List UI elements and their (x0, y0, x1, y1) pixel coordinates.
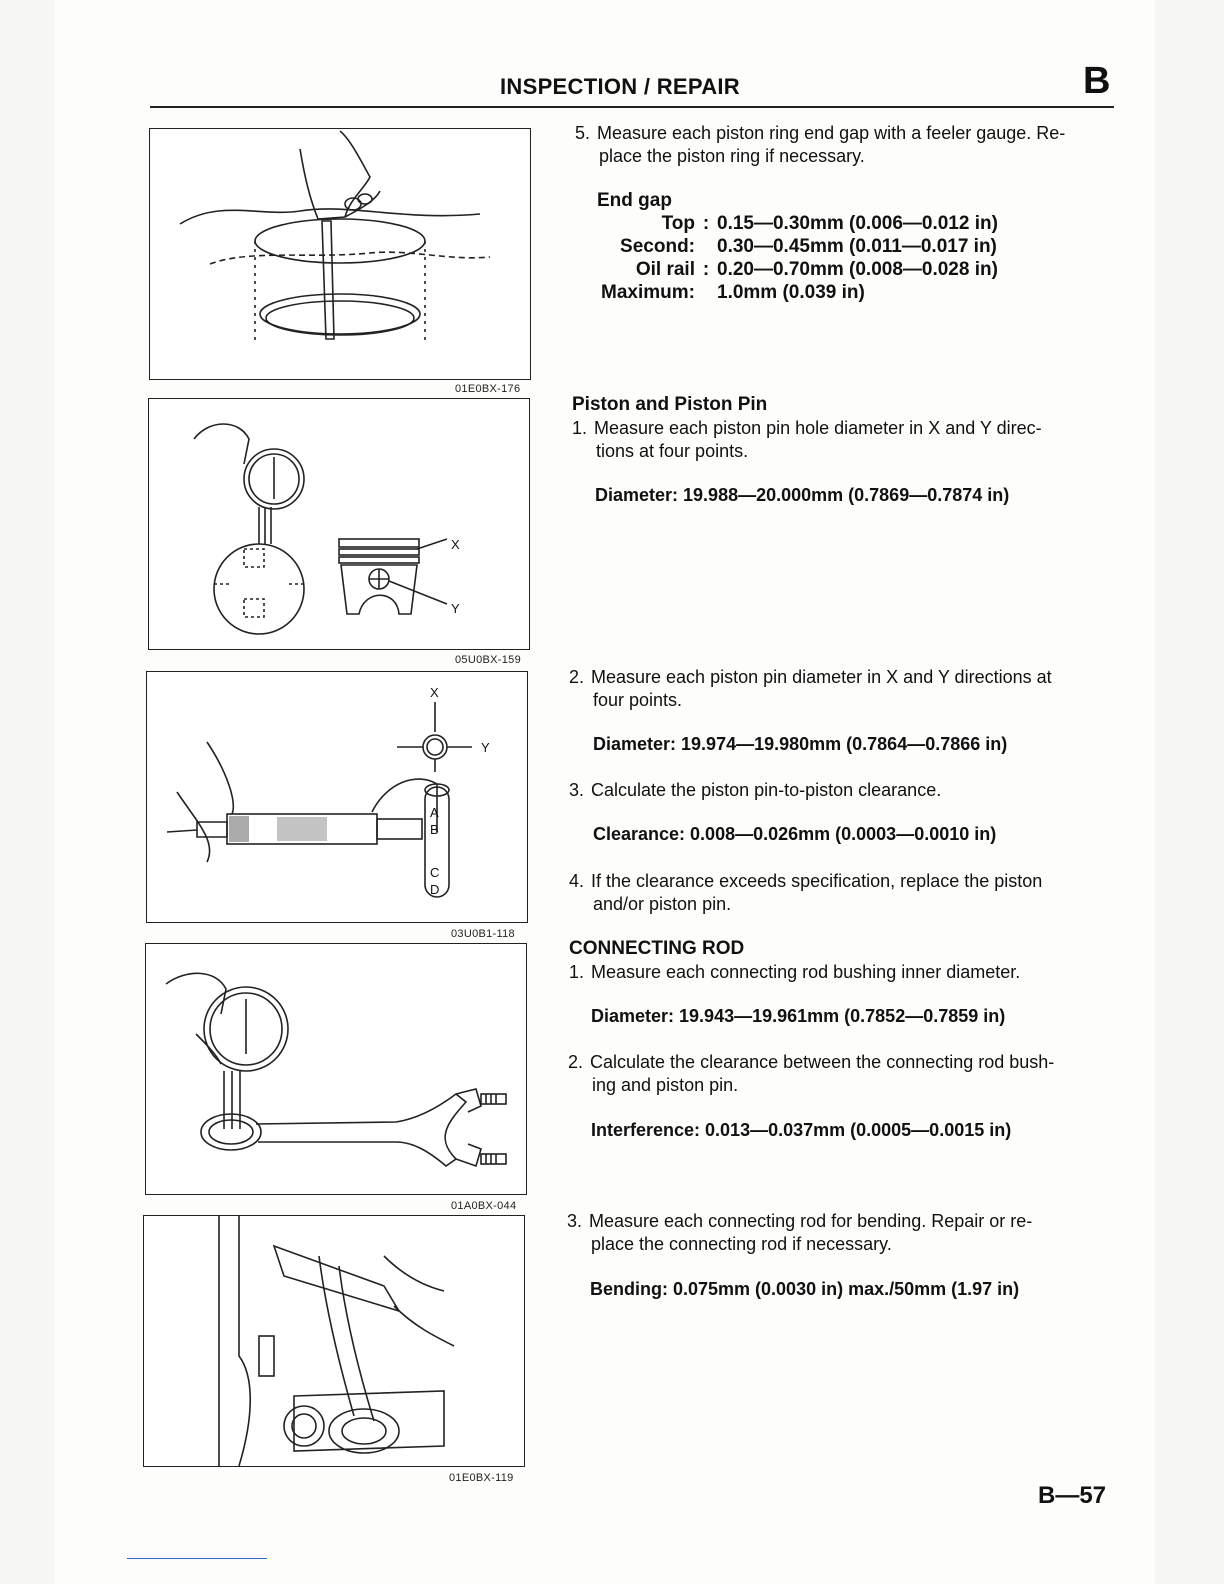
step-text: place the piston ring if necessary. (599, 146, 865, 166)
spec-title: End gap (597, 190, 672, 211)
step-text: Measure each piston pin diameter in X and Y directions at (591, 667, 1052, 687)
spec-row (593, 235, 998, 258)
figure-pin-diameter-illustration (146, 671, 528, 923)
step-number: 3. (567, 1211, 583, 1231)
spec-label: Oil rail (635, 259, 695, 280)
step-text: ing and piston pin. (592, 1075, 739, 1095)
section-heading: Piston and Piston Pin (572, 394, 768, 415)
step-text: place the connecting rod if necessary. (591, 1234, 892, 1254)
figure-rod-bushing-illustration (145, 943, 527, 1195)
pin-diameter-label-c: C (430, 865, 440, 880)
spec-label: Maximum: (601, 282, 695, 303)
pin-diameter-label-d: D (430, 882, 440, 897)
pin-diameter-label-y: Y (481, 740, 490, 755)
piston-pin-step-1 (572, 417, 1117, 463)
figure-code: 01A0BX-044 (451, 1200, 517, 1212)
step-text: Measure each piston pin hole diameter in X and Y direc- (594, 418, 1042, 438)
spec-value: Bending: 0.075mm (0.0030 in) max./50mm (1.97 in) (590, 1279, 1020, 1299)
figure-code: 03U0B1-118 (451, 928, 515, 940)
step-text: If the clearance exceeds specification, replace the piston (591, 871, 1043, 891)
step-number: 2. (569, 667, 585, 687)
spec-value: 0.20—0.70mm (0.008—0.028 in) (717, 259, 998, 280)
step-text: Measure each connecting rod bushing inner diameter. (591, 962, 1021, 982)
pin-diameter-label-b: B (430, 822, 439, 837)
figure-code: 05U0BX-159 (455, 654, 521, 666)
step-number: 4. (569, 871, 585, 891)
pin-hole-drawing (149, 399, 529, 649)
spec-value: 1.0mm (0.039 in) (717, 282, 865, 303)
step-text: Calculate the piston pin-to-piston clearance. (591, 780, 942, 800)
step-text: Measure each connecting rod for bending. Repair or re- (589, 1211, 1033, 1231)
spec-colon (695, 281, 717, 304)
spec-row (593, 212, 998, 235)
pin-diameter-drawing (147, 672, 527, 922)
ring-gap-step (575, 122, 1115, 168)
spec-value: Diameter: 19.974—19.980mm (0.7864—0.7866 in) (593, 734, 1008, 754)
rod-step-3 (567, 1210, 1112, 1256)
spec-value: Diameter: 19.943—19.961mm (0.7852—0.7859 in) (591, 1006, 1006, 1026)
step-text: Measure each piston ring end gap with a feeler gauge. Re- (597, 123, 1066, 143)
step-number: 5. (575, 123, 591, 143)
piston-pin-step-2 (569, 666, 1114, 712)
end-gap-spec-table (593, 212, 998, 304)
spec-label: Second: (620, 236, 695, 257)
section-letter: B (1083, 60, 1111, 102)
piston-pin-step-3 (569, 779, 1114, 802)
spec-row (593, 258, 998, 281)
header-rule (150, 106, 1114, 108)
rod-bushing-drawing (146, 944, 526, 1194)
figure-ring-gap-illustration (149, 128, 531, 380)
spec-value: Interference: 0.013—0.037mm (0.0005—0.0015 in) (591, 1120, 1012, 1140)
footer-link-underline[interactable] (127, 1558, 267, 1559)
spec-label: Top (661, 213, 695, 234)
page-title: INSPECTION / REPAIR (500, 74, 740, 99)
rod-step-2 (568, 1051, 1113, 1097)
pin-diameter-label-a: A (430, 805, 439, 820)
pin-hole-label-y: Y (451, 601, 460, 616)
step-number: 3. (569, 780, 585, 800)
section-heading: CONNECTING ROD (569, 938, 745, 959)
figure-rod-bending-illustration (143, 1215, 525, 1467)
pin-diameter-label-x: X (430, 685, 439, 700)
spec-value: Clearance: 0.008—0.026mm (0.0003—0.0010 in) (593, 824, 997, 844)
spec-colon: : (702, 213, 710, 234)
rod-step-1 (569, 961, 1114, 984)
step-text: and/or piston pin. (593, 894, 732, 914)
page-number: B—57 (1038, 1482, 1107, 1509)
spec-value: 0.30—0.45mm (0.011—0.017 in) (717, 236, 997, 257)
ring-gap-drawing (150, 129, 530, 379)
pin-hole-label-x: X (451, 537, 460, 552)
rod-bending-drawing (144, 1216, 524, 1466)
figure-code: 01E0BX-176 (455, 383, 521, 395)
spec-value: Diameter: 19.988—20.000mm (0.7869—0.7874 in) (595, 485, 1010, 505)
step-number: 1. (572, 418, 588, 438)
spec-value: 0.15—0.30mm (0.006—0.012 in) (717, 213, 998, 234)
step-number: 1. (569, 962, 585, 982)
step-text: four points. (593, 690, 683, 710)
figure-code: 01E0BX-119 (449, 1472, 514, 1484)
step-number: 2. (568, 1052, 584, 1072)
spec-colon (695, 235, 717, 258)
step-text: Calculate the clearance between the connecting rod bush- (590, 1052, 1055, 1072)
figure-pin-hole-illustration (148, 398, 530, 650)
piston-pin-step-4 (569, 870, 1114, 916)
spec-row (593, 281, 998, 304)
step-text: tions at four points. (596, 441, 749, 461)
spec-colon: : (702, 259, 710, 280)
